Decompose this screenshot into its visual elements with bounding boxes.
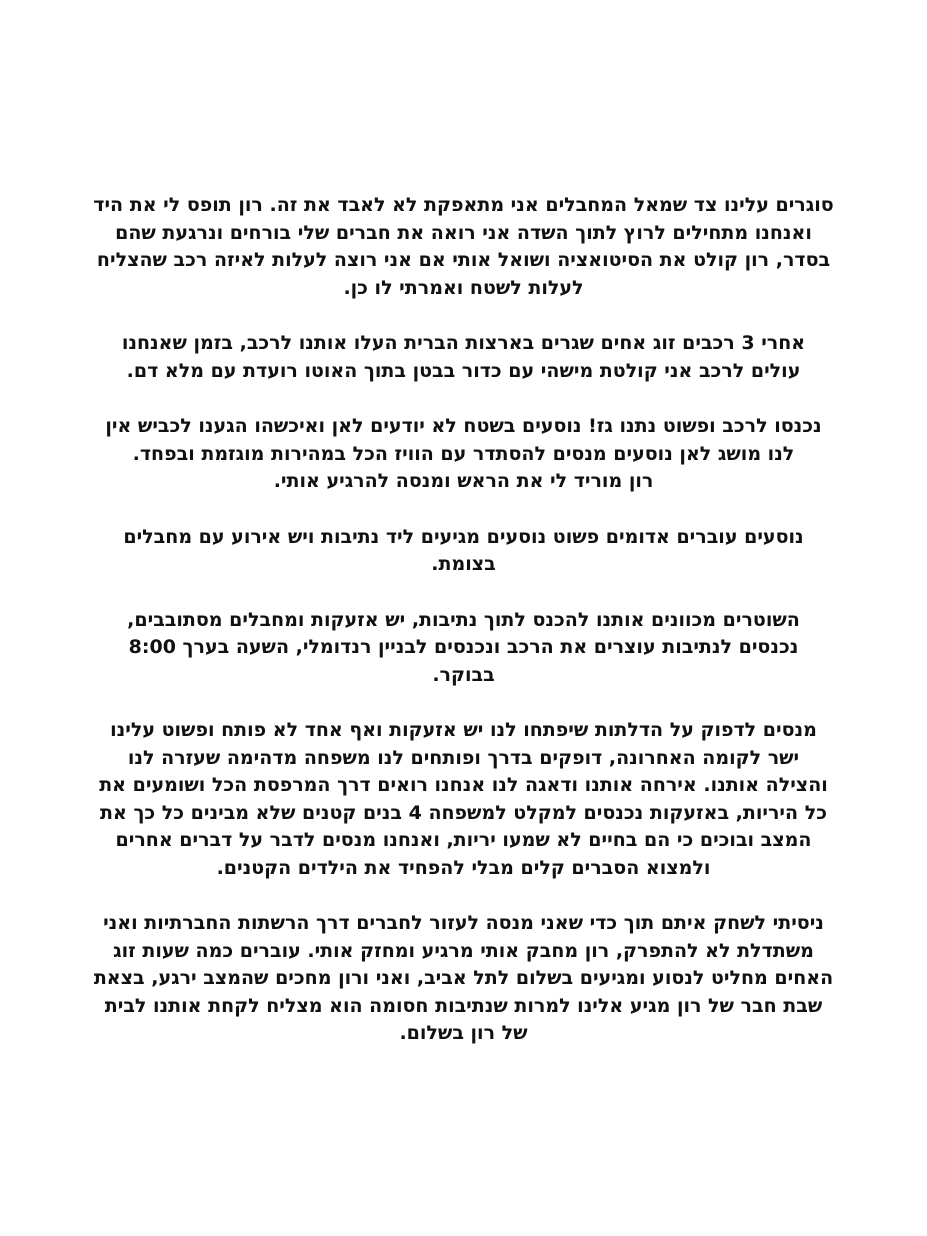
- text-line: של רון בשלום.: [399, 1022, 528, 1044]
- text-line: כל היריות, באזעקות נכנסים למקלט למשפחה 4 בנים קטנים שלא מבינים כל כך את: [100, 801, 827, 824]
- text-line: נוסעים עוברים אדומים פשוט נוסעים מגיעים ליד נתיבות ויש אירוע עם מחבלים: [123, 525, 804, 548]
- text-line: השוטרים מכוונים אותנו להכנס לתוך נתיבות, יש אזעקות ומחבלים מסתובבים,: [127, 608, 800, 631]
- text-line: אחרי 3 רכבים זוג אחים שגרים בארצות הברית העלו אותנו לרכב, בזמן שאנחנו: [121, 332, 806, 354]
- paragraph-rescue: [50, 910, 877, 1048]
- text-line: בבוקר.: [432, 663, 495, 686]
- paragraph-netivot-junction: [50, 524, 877, 579]
- text-line: והצילה אותנו. אירחה אותנו ודאגה לנו אנחנו רואים דרך המרפסת הכל ושומעים את: [99, 774, 828, 796]
- text-line: רון מוריד לי את הראש ומנסה להרגיע אותי.: [273, 470, 654, 492]
- paragraph-driving: [50, 413, 877, 496]
- text-line: לנו מושג לאן נוסעים מנסים להסתדר עם הוויז הכל במהירות מוגזמת ובפחד.: [132, 442, 795, 465]
- text-line: ולמצוא הסברים קלים מבלי להפחיד את הילדים הקטנים.: [216, 856, 711, 879]
- text-line: בסדר, רון קולט את הסיטואציה ושואל אותי אם אני רוצה לעלות לאיזה רכב שהצליח: [96, 249, 831, 271]
- text-line: נכנסו לרכב ופשוט נתנו גז! נוסעים בשטח לא יודעים לאן ואיכשהו הגענו לכביש אין: [105, 415, 822, 437]
- paragraph-police: [50, 607, 877, 690]
- paragraph-family-shelter: [50, 717, 877, 882]
- paragraph-escape-field: [50, 192, 877, 302]
- text-line: ישר לקומה האחרונה, דופקים בדרך ופותחים לנו משפחה מדהימה שעזרה לנו: [127, 746, 800, 769]
- text-line: בצומת.: [431, 553, 496, 575]
- text-line: לעלות לשטח ואמרתי לו כן.: [343, 276, 584, 299]
- text-line: שבת חבר של רון מגיע אלינו למרות שנתיבות חסומה הוא מצליח לקחת אותנו לבית: [104, 994, 823, 1017]
- text-line: נכנסים לנתיבות עוצרים את הרכב ונכנסים לבניין רנדומלי, השעה בערך 8:00: [128, 636, 799, 658]
- text-line: ואנחנו מתחילים לרוץ לתוך השדה אני רואה את חברים שלי בורחים ונרגעת שהם: [115, 221, 812, 244]
- text-line: עולים לרכב אני קולטת מישהי עם כדור בבטן בתוך האוטו רועדת עם מלא דם.: [126, 359, 801, 382]
- text-line: ניסיתי לשחק איתם תוך כדי שאני מנסה לעזור לחברים דרך הרשתות החברתיות ואני: [103, 912, 824, 934]
- paragraph-car-ride: [50, 330, 877, 385]
- text-line: סוגרים עלינו צד שמאל המחבלים אני מתאפקת לא לאבד את זה. רון תופס לי את היד: [93, 194, 834, 216]
- text-line: מנסים לדפוק על הדלתות שיפתחו לנו יש אזעקות ואף אחד לא פותח ופשוט עלינו: [110, 719, 817, 741]
- story-text: [50, 192, 877, 1076]
- text-line: האחים מחליט לנסוע ומגיעים בשלום לתל אביב, ואני ורון מחכים שהמצב ירגע, בצאת: [93, 967, 834, 989]
- text-line: המצב ובוכים כי הם בחיים לא שמעו יריות, ואנחנו מנסים לדבר על דברים אחרים: [115, 829, 812, 851]
- text-line: משתדלת לא להתפרק, רון מחבק אותי מרגיע ומחזק אותי. עוברים כמה שעות זוג: [113, 939, 814, 962]
